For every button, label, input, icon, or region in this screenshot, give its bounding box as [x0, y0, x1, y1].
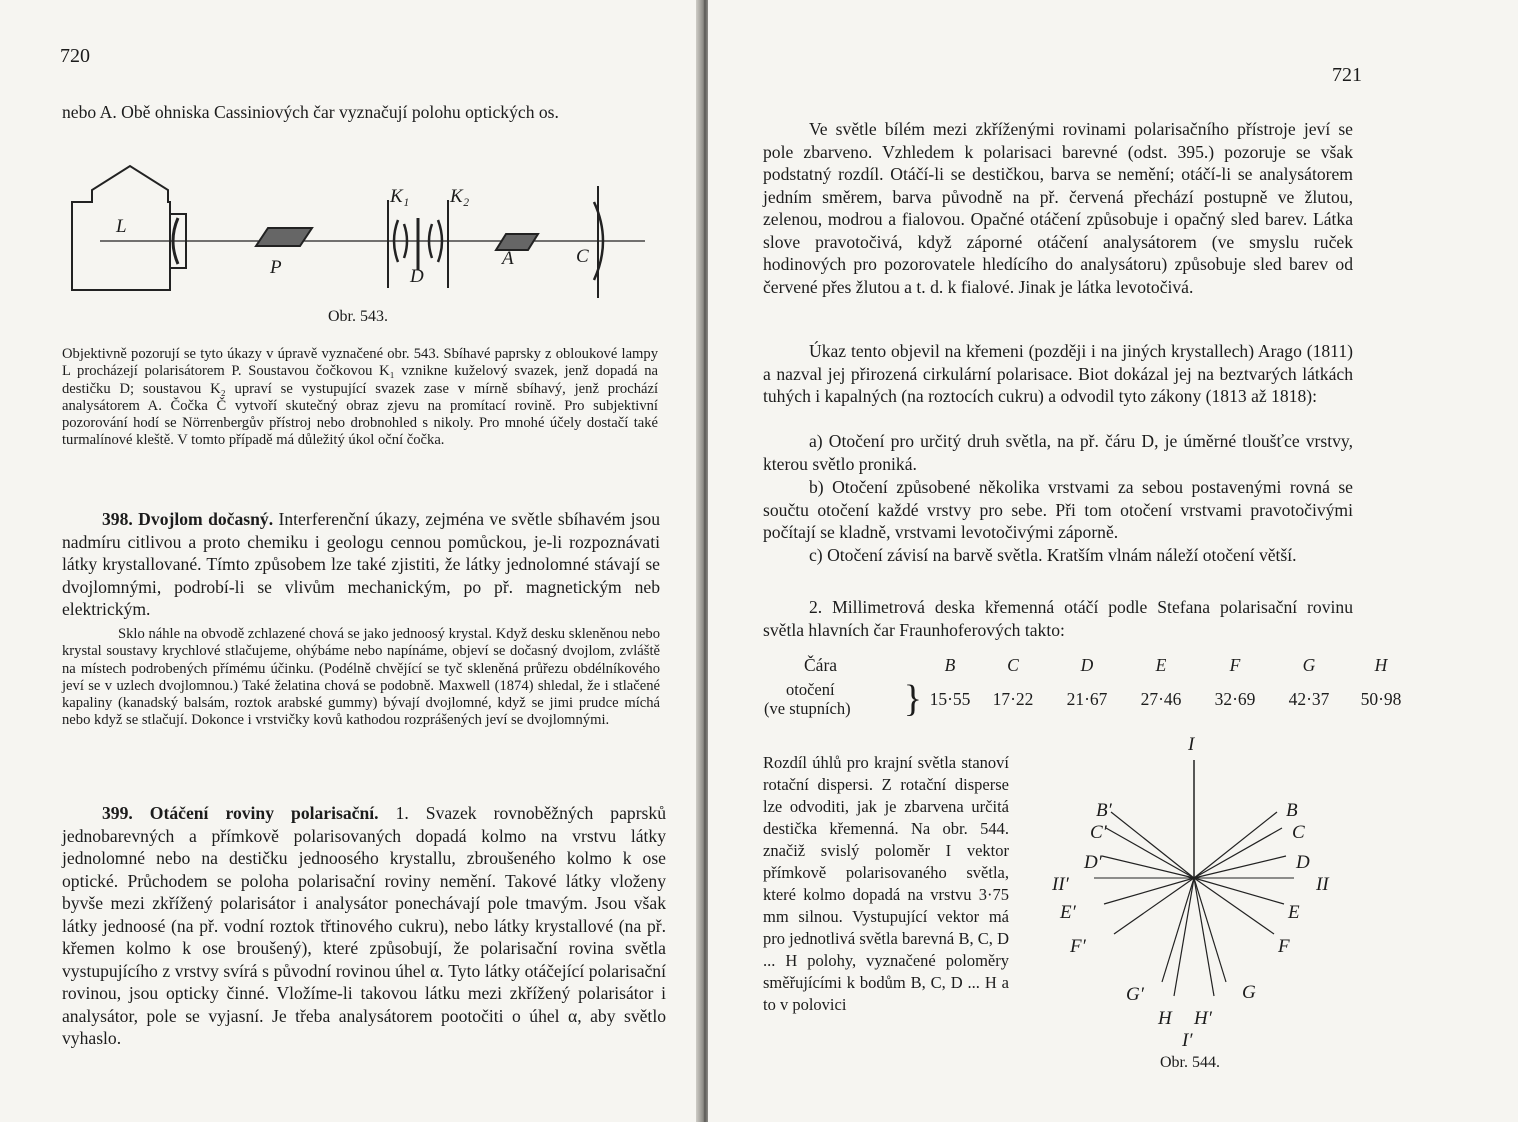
label-B-prime: B′ — [1096, 800, 1112, 821]
label-K1: K₁ — [390, 186, 410, 207]
table-value: 21·67 — [1066, 688, 1108, 709]
label-D: D — [410, 266, 424, 287]
stefan-paragraph: 2. Millimetrová deska křemenná otáčí podle Stefana polarisační rovinu světla hlavních čar Fraunhoferových takto: — [763, 597, 1353, 640]
label-C: C — [576, 246, 589, 267]
degrees-label: (ve stupních) — [764, 699, 851, 718]
rotation-label: otočení — [786, 680, 835, 699]
table-value-row — [764, 680, 1416, 718]
table-value: 50·98 — [1360, 688, 1402, 709]
section-398-body: Interferenční úkazy, zejména ve světle sbíhavém jsou nadmíru citlivou a proto chemiku i geologu cennou pomůckou, je-li rozpoznávati látky krystallované. Tímto způsobem lze také zjistiti, že látky jednolomné stávají se dvojlomnými, podrobí-li se vlivům mechanickým, po př. magnetickým neb elektrickým. — [62, 509, 661, 619]
radius-H — [1194, 878, 1214, 996]
label-I-prime: I′ — [1182, 1030, 1193, 1051]
section-399-body: 1. Svazek rovnoběžných paprsků jednobarevných a přímkově polarisovaných dopadá kolmo na vrstvu látky jednolomné nebo na destičku jednoosého krystallu, zbroušeného kolmo k ose optické. Průchodem se poloha polarisační roviny nemění. Takové látky vloženy byvše mezi zkřížený polarisátor i analysátor ponechávají pole tmavým. Jsou však látky jednoosé (na př. vodní roztok třtinového cukru), nebo látky krystallové (na př. křemen kolmo k ose broušený), které způsobují, že polarisační rovina světla vystupujícího z vrstvy svírá s původní rovinou úhel α. Tyto látky otáčející polarisační rovinou, jsou opticky činné. Vložíme-li takovou látku mezi zkřížený polarisátor i analysátor, pole se vyjasní. Je třeba analysátorem pootočiti o úhel α, aby světlo vyhaslo. — [62, 803, 666, 1048]
table-brace: } — [903, 678, 922, 720]
table-row-label-rotation — [764, 680, 924, 718]
label-G: G — [1242, 982, 1256, 1003]
label-P: P — [270, 257, 282, 278]
table-line-F: F — [1229, 654, 1241, 675]
radius-G — [1194, 878, 1226, 982]
rotation-radii — [1094, 760, 1294, 996]
arago-paragraph: Úkaz tento objevil na křemeni (později i na jiných krystallech) Arago (1811) a nazval jej přirozená cirkulární polarisace. Biot dokázal jej na beztvarých látkách tuhých i kapalných (na roztocích cukru) a odvodil tyto zákony (1813 až 1818): — [763, 341, 1353, 406]
table-value: 15·55 — [929, 688, 971, 709]
table-line-H: H — [1374, 654, 1388, 675]
rotary-dispersion-paragraph: Rozdíl úhlů pro krajní světla stanoví rotační dispersi. Z rotační disperse lze odvoditi, jak je zbarvena určitá destička křemenná. Na obr. 544. značiž svislý poloměr I vektor přímkově polarisovaného světla, které kolmo dopadá na vrstvu 3·75 mm silnou. Vystupující vektor má pro jednotlivá světla barevná B, C, D ... H polohy, vyznačené poloměry směřujícími k bodům B, C, D ... H a to v polovici — [763, 753, 1009, 1014]
polarizer-prism — [256, 228, 312, 246]
radius-G-prime — [1162, 878, 1194, 982]
table-row-label-line: Čára — [804, 654, 838, 675]
table-line-G: G — [1302, 654, 1316, 675]
law-a: a) Otočení pro určitý druh světla, na př. čáru D, je úměrné tloušťce vrstvy, kterou světlo proniká. — [763, 431, 1353, 474]
right-page — [708, 0, 1518, 1122]
figure-543-caption: Obr. 543. — [328, 308, 388, 325]
section-398-heading: 398. Dvojlom dočasný. — [102, 509, 274, 529]
label-H-prime: H′ — [1194, 1008, 1212, 1029]
label-D-prime: D′ — [1084, 852, 1102, 873]
label-II-prime: II′ — [1052, 874, 1069, 895]
label-E-prime: E′ — [1060, 902, 1076, 923]
label-A: A — [502, 248, 514, 269]
page-number-left: 720 — [60, 45, 90, 67]
table-value: 32·69 — [1214, 688, 1256, 709]
table-value: 42·37 — [1288, 688, 1330, 709]
label-B: B — [1286, 800, 1298, 821]
label-II: II — [1316, 874, 1329, 895]
radius-H-prime — [1174, 878, 1194, 996]
table-line-E: E — [1155, 654, 1167, 675]
label-C: C — [1292, 822, 1305, 843]
figure-543-optical-bench — [60, 160, 650, 320]
rotation-table — [764, 650, 1416, 718]
figure-544-caption: Obr. 544. — [1160, 1054, 1220, 1071]
table-line-D: D — [1080, 654, 1094, 675]
table-value: 27·46 — [1140, 688, 1182, 709]
radius-E — [1194, 878, 1284, 904]
table-value: 17·22 — [992, 688, 1034, 709]
radius-C-prime — [1106, 828, 1194, 878]
objective-observation-paragraph: Objektivně pozorují se tyto úkazy v úpravě vyznačené obr. 543. Sbíhavé paprsky z obloukové lampy L procházejí polarisátorem P. Soustavou čočkovou K₁ vznikne kuželový svazek, jenž dopadá na destičku D; soustavou K₂ upraví se vystupující svazek zase v mírně sbíhavý, jenž prochází analysátorem A. Čočka Č vytvoří skutečný obraz zjevu na promítací rovině. Pro subjektivní pozorování hodí se Nörrenbergův přístroj nebo drobnohled s nikoly. Pro mnohé účely dostačí také turmalínové kleště. V tomto případě má důležitý úkol oční čočka. — [62, 346, 658, 449]
label-G-prime: G′ — [1126, 984, 1144, 1005]
page-number-right: 721 — [1332, 64, 1362, 86]
table-line-C: C — [1007, 654, 1019, 675]
section-398-paragraph — [62, 508, 660, 621]
section-399-heading: 399. Otáčení roviny polarisační. — [102, 803, 379, 823]
label-F-prime: F′ — [1070, 936, 1086, 957]
label-I: I — [1188, 734, 1195, 755]
law-b: b) Otočení způsobené několika vrstvami za sebou postavenými rovná se součtu otočení každé vrstvy pro sebe. Při tom otočení vrstvami pravotočivými počítají se kladně, vrstvami levotočivými záporně. — [763, 477, 1353, 542]
white-light-paragraph: Ve světle bílém mezi zkříženými rovinami polarisačního přístroje jeví se pole zbarveno. Vzhledem k polarisaci barevné (odst. 395.) pozoruje se však podstatný rozdíl. Otáčí-li se destičkou, barva se nemění; otáčí-li se analysátorem jedním směrem, barva původně na př. červená přechází postupně ve žlutou, zelenou, modrou a fialovou. Opačné otáčení způsobuje i opačný sled barev. Látka slove pravotočivá, když záporné otáčení analysátorem (ve smyslu ruček hodinových pro pozorovatele hledícího do analysátoru) způsobuje sled barev od červené přes žlutou a t. d. k fialové. Jinak je látka levotočivá. — [763, 119, 1353, 297]
radius-C — [1194, 828, 1282, 878]
section-399-paragraph — [62, 802, 666, 1050]
intro-paragraph: nebo A. Obě ohniska Cassiniových čar vyznačují polohu optických os. — [62, 102, 559, 122]
label-C-prime: C′ — [1090, 822, 1107, 843]
label-E: E — [1288, 902, 1300, 923]
left-page — [0, 0, 700, 1122]
radius-F-prime — [1114, 878, 1194, 934]
label-L: L — [116, 216, 127, 237]
table-line-B: B — [944, 654, 956, 675]
label-D: D — [1296, 852, 1310, 873]
temporary-birefringence-note: Sklo náhle na obvodě zchlazené chová se jako jednoosý krystal. Když desku skleněnou nebo krystal soustavy krychlové stlačujeme, ohýbáme nebo napínáme, objeví se dočasný dvojlom, zvláště na místech podrobených přímému účinku. (Podélně chvějící se tyč skleněná průřezu obdélníkového jeví se v uzlech dvojlomnou.) Také želatina chová se podobně. Maxwell (1874) shledal, že i stlačené kapaliny (kanadský balsám, roztok arabské gummy) bývají dvojlomné, když se jimi prudce míchá nebo když se stlačují. Dokonce i vrstvičky kovů kathodou rozprášených jeví se dvojlomnými. — [62, 626, 660, 729]
radius-E-prime — [1104, 878, 1194, 904]
label-F: F — [1278, 936, 1290, 957]
law-c: c) Otočení závisí na barvě světla. Kratším vlnám náleží otočení větší. — [809, 545, 1297, 565]
label-K2: K₂ — [450, 186, 470, 207]
table-header-row — [764, 650, 1416, 680]
label-H: H — [1158, 1008, 1172, 1029]
radius-F — [1194, 878, 1274, 934]
